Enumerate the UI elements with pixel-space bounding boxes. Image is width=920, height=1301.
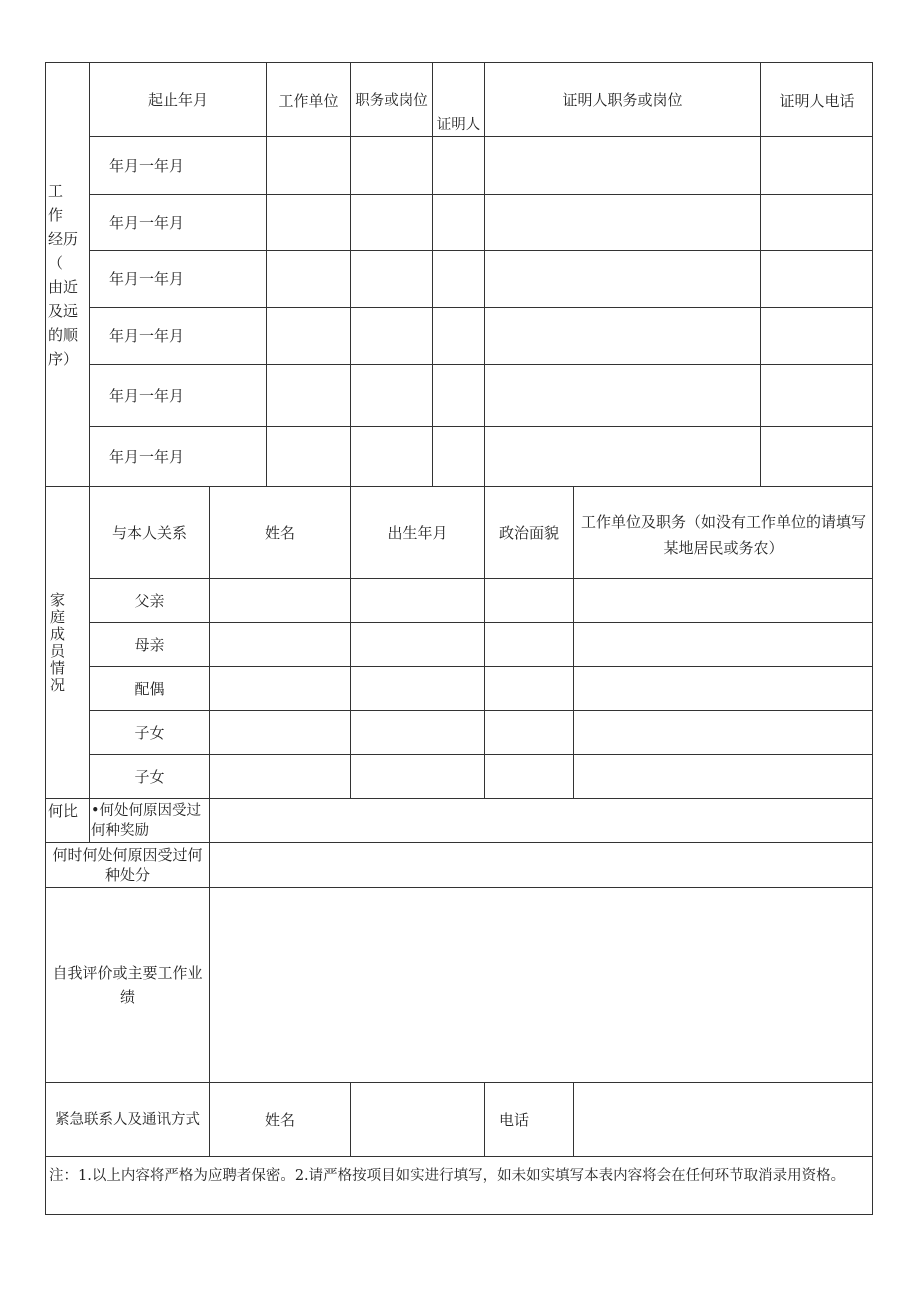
form-note: 注：1.以上内容将严格为应聘者保密。2.请严格按项目如实进行填写，如未如实填写本表内容将会在任何环节取消录用资格。: [45, 1156, 873, 1215]
family-cell[interactable]: [350, 578, 484, 622]
family-header-politics: 政治面貌: [484, 486, 573, 578]
header-period: 起止年月: [89, 62, 266, 136]
contact-phone-input[interactable]: [573, 1082, 873, 1156]
work-cell[interactable]: [266, 194, 350, 250]
family-relation: 父亲: [89, 578, 209, 622]
work-cell[interactable]: [266, 250, 350, 307]
contact-name-label: 姓名: [209, 1082, 350, 1156]
work-cell[interactable]: [432, 307, 484, 364]
awards-label: •何处何原因受过何种奖励: [89, 798, 209, 842]
family-section-label: [45, 486, 89, 798]
work-cell[interactable]: [266, 307, 350, 364]
header-referee-position: 证明人职务或岗位: [484, 62, 760, 136]
work-cell[interactable]: [350, 136, 432, 194]
work-cell[interactable]: [760, 194, 873, 250]
work-cell[interactable]: [432, 194, 484, 250]
work-cell[interactable]: [266, 426, 350, 486]
work-section-line: 序）: [48, 349, 79, 368]
family-section-char: 成: [50, 624, 66, 643]
work-cell[interactable]: [760, 250, 873, 307]
penalty-label: 何时何处何原因受过何种处分: [45, 842, 209, 887]
work-cell[interactable]: [484, 194, 760, 250]
table-bottom-border: [45, 1214, 873, 1215]
family-cell[interactable]: [209, 710, 350, 754]
family-header-relation: 与本人关系: [89, 486, 209, 578]
family-cell[interactable]: [484, 666, 573, 710]
work-cell[interactable]: [484, 426, 760, 486]
family-cell[interactable]: [209, 622, 350, 666]
work-cell[interactable]: [350, 307, 432, 364]
work-cell[interactable]: [432, 426, 484, 486]
work-cell[interactable]: [760, 136, 873, 194]
family-cell[interactable]: [484, 710, 573, 754]
header-referee: 证明人: [432, 62, 484, 136]
work-row-period: 年月一年月: [89, 426, 266, 486]
family-cell[interactable]: [573, 754, 873, 798]
contact-phone-label: 电话: [484, 1082, 573, 1156]
work-section-line: 的顺: [48, 325, 79, 344]
family-cell[interactable]: [573, 666, 873, 710]
work-section-line: 经历（: [48, 229, 79, 272]
header-referee-phone: 证明人电话: [760, 62, 873, 136]
work-cell[interactable]: [350, 426, 432, 486]
work-cell[interactable]: [760, 426, 873, 486]
family-cell[interactable]: [573, 622, 873, 666]
family-cell[interactable]: [484, 578, 573, 622]
family-cell[interactable]: [573, 710, 873, 754]
family-cell[interactable]: [350, 710, 484, 754]
family-relation: 子女: [89, 710, 209, 754]
family-section-char: 家: [50, 590, 66, 609]
work-section-line: 工 作: [48, 181, 79, 224]
work-cell[interactable]: [432, 250, 484, 307]
work-cell[interactable]: [350, 250, 432, 307]
work-cell[interactable]: [350, 364, 432, 426]
work-cell[interactable]: [760, 307, 873, 364]
family-relation: 配偶: [89, 666, 209, 710]
work-cell[interactable]: [484, 136, 760, 194]
awards-prefix: 何比: [45, 798, 89, 842]
contact-label: 紧急联系人及通讯方式: [45, 1082, 209, 1156]
family-cell[interactable]: [484, 622, 573, 666]
table-right-border: [872, 62, 873, 1215]
work-row-period: 年月一年月: [89, 307, 266, 364]
work-cell[interactable]: [484, 307, 760, 364]
family-cell[interactable]: [573, 578, 873, 622]
contact-name-input[interactable]: [350, 1082, 484, 1156]
work-cell[interactable]: [350, 194, 432, 250]
work-cell[interactable]: [484, 364, 760, 426]
family-section-char: 情: [50, 658, 66, 677]
penalty-input[interactable]: [209, 842, 873, 887]
family-section-char: 员: [50, 641, 66, 660]
header-employer: 工作单位: [266, 62, 350, 136]
work-row-period: 年月一年月: [89, 364, 266, 426]
work-row-period: 年月一年月: [89, 194, 266, 250]
family-section-char: 况: [50, 675, 66, 694]
family-relation: 母亲: [89, 622, 209, 666]
family-cell[interactable]: [350, 666, 484, 710]
work-cell[interactable]: [760, 364, 873, 426]
family-cell[interactable]: [209, 754, 350, 798]
family-header-name: 姓名: [209, 486, 350, 578]
self-eval-input[interactable]: [209, 887, 873, 1082]
work-row-period: 年月一年月: [89, 136, 266, 194]
self-eval-label: 自我评价或主要工作业绩: [45, 887, 209, 1082]
family-relation: 子女: [89, 754, 209, 798]
work-cell[interactable]: [266, 136, 350, 194]
work-section-label: [45, 62, 89, 486]
work-cell[interactable]: [432, 136, 484, 194]
family-section-char: 庭: [50, 607, 66, 626]
family-cell[interactable]: [350, 754, 484, 798]
work-section-line: 由近: [48, 277, 79, 296]
family-cell[interactable]: [350, 622, 484, 666]
family-cell[interactable]: [209, 578, 350, 622]
family-cell[interactable]: [484, 754, 573, 798]
family-cell[interactable]: [209, 666, 350, 710]
work-row-period: 年月一年月: [89, 250, 266, 307]
work-section-line: 及远: [48, 301, 79, 320]
header-position: 职务或岗位: [350, 62, 432, 136]
family-header-birth: 出生年月: [350, 486, 484, 578]
work-cell[interactable]: [484, 250, 760, 307]
work-cell[interactable]: [266, 364, 350, 426]
family-header-employer: 工作单位及职务（如没有工作单位的请填写某地居民或务农）: [573, 486, 873, 578]
work-cell[interactable]: [432, 364, 484, 426]
awards-input[interactable]: [209, 798, 873, 842]
